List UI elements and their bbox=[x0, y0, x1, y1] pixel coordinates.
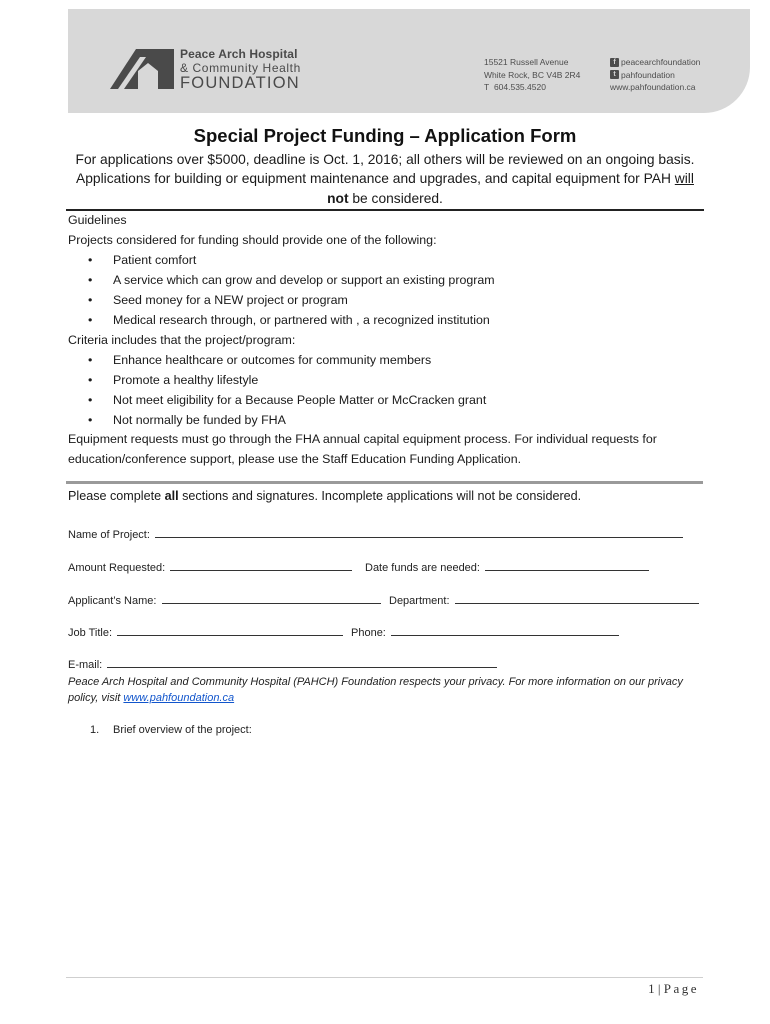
facebook-handle: peacearchfoundation bbox=[621, 57, 701, 67]
applicant-name-input[interactable] bbox=[162, 593, 381, 604]
list-item: • Not normally be funded by FHA bbox=[68, 411, 708, 431]
phone-label: Phone: bbox=[351, 627, 386, 639]
list-item: • Enhance healthcare or outcomes for community members bbox=[68, 351, 708, 371]
list-item: • Not meet eligibility for a Because People Matter or McCracken grant bbox=[68, 391, 708, 411]
page-footer bbox=[648, 981, 699, 997]
intro-not: not bbox=[327, 190, 349, 206]
instructions-suffix: sections and signatures. Incomplete applications will not be considered. bbox=[178, 489, 582, 503]
job-title-label: Job Title: bbox=[68, 627, 113, 639]
intro-text: For applications over $5000, deadline is Oct. 1, 2016; all others will be reviewed on an ongoing basis. Applications for building or equipment maintenance and upgrades, and capital equipment for PAH bbox=[75, 152, 695, 187]
projects-list bbox=[68, 251, 708, 331]
applicant-name-field bbox=[68, 593, 381, 607]
project-name-label: Name of Project: bbox=[68, 529, 150, 541]
phone-field bbox=[351, 625, 619, 639]
address-street: 15521 Russell Avenue bbox=[484, 57, 569, 67]
form-title: Special Project Funding – Application Form bbox=[193, 125, 577, 146]
twitter-handle: pahfoundation bbox=[621, 69, 675, 80]
logo-line-2: & Community Health bbox=[180, 61, 301, 75]
page-label: Page bbox=[663, 981, 699, 996]
intro-end: be considered. bbox=[348, 190, 443, 206]
email-label: E-mail: bbox=[68, 659, 103, 671]
job-title-field bbox=[68, 625, 343, 639]
social-links bbox=[610, 56, 700, 94]
footer-divider bbox=[66, 977, 703, 978]
address-phone-row bbox=[484, 81, 580, 94]
guidelines-heading: Guidelines bbox=[68, 213, 127, 227]
projects-intro: Projects considered for funding should provide one of the following: bbox=[68, 232, 437, 247]
project-name-input[interactable] bbox=[155, 527, 683, 538]
section-divider-middle bbox=[66, 481, 703, 484]
intro-will: will bbox=[674, 171, 694, 187]
list-item: • A service which can grow and develop or support an existing program bbox=[68, 271, 708, 291]
list-item: • Medical research through, or partnered with , a recognized institution bbox=[68, 311, 708, 331]
email-field bbox=[68, 657, 497, 671]
list-item: • Seed money for a NEW project or program bbox=[68, 291, 708, 311]
amount-requested-field bbox=[68, 560, 352, 574]
twitter-icon: t bbox=[610, 70, 619, 79]
address-city: White Rock, BC V4B 2R4 bbox=[484, 69, 581, 80]
list-item: • Promote a healthy lifestyle bbox=[68, 371, 708, 391]
email-input[interactable] bbox=[107, 657, 497, 668]
department-field bbox=[389, 593, 699, 607]
date-needed-field bbox=[365, 560, 649, 574]
date-needed-input[interactable] bbox=[485, 560, 649, 571]
criteria-intro: Criteria includes that the project/program: bbox=[68, 332, 296, 347]
phone-number: 604.535.4520 bbox=[493, 82, 546, 92]
date-needed-label: Date funds are needed: bbox=[365, 562, 480, 574]
job-title-input[interactable] bbox=[117, 625, 343, 636]
foundation-logo-icon bbox=[110, 49, 174, 89]
instructions-emphasis: all bbox=[164, 489, 179, 503]
project-name-field bbox=[68, 527, 683, 541]
privacy-link[interactable]: www.pahfoundation.ca bbox=[123, 692, 235, 704]
question-number: 1. bbox=[90, 724, 100, 736]
criteria-list bbox=[68, 351, 708, 431]
department-input[interactable] bbox=[455, 593, 699, 604]
instructions-prefix: Please complete bbox=[68, 489, 165, 503]
completion-instructions bbox=[68, 489, 581, 503]
facebook-row bbox=[610, 56, 700, 69]
question-1 bbox=[90, 724, 252, 736]
guidelines-section bbox=[68, 211, 708, 470]
applicant-name-label: Applicant’s Name: bbox=[68, 595, 157, 607]
amount-requested-input[interactable] bbox=[170, 560, 352, 571]
foundation-address bbox=[484, 56, 580, 94]
phone-label: T bbox=[484, 82, 490, 92]
privacy-text: Peace Arch Hospital and Community Hospital (PAHCH) Foundation respects your privacy. For more information on our privacy policy, visit bbox=[68, 676, 683, 704]
equipment-note: Equipment requests must go through the FHA annual capital equipment process. For individual requests for education/conference support, please use the Staff Education Funding Application. bbox=[68, 432, 657, 467]
form-intro bbox=[72, 150, 698, 208]
logo-line-3: FOUNDATION bbox=[180, 74, 300, 92]
twitter-row bbox=[610, 69, 700, 82]
question-text: Brief overview of the project: bbox=[113, 724, 252, 736]
website-row bbox=[610, 81, 700, 94]
page-number: 1 bbox=[648, 981, 655, 996]
website-url: www.pahfoundation.ca bbox=[610, 82, 696, 92]
logo-line-1: Peace Arch Hospital bbox=[180, 47, 298, 61]
letterhead-banner bbox=[68, 9, 750, 113]
page-separator: | bbox=[657, 981, 661, 996]
amount-requested-label: Amount Requested: bbox=[68, 562, 166, 574]
privacy-statement bbox=[68, 674, 698, 706]
phone-input[interactable] bbox=[391, 625, 619, 636]
department-label: Department: bbox=[389, 595, 450, 607]
list-item: • Patient comfort bbox=[68, 251, 708, 271]
facebook-icon: f bbox=[610, 58, 619, 67]
foundation-logo-wordmark bbox=[180, 48, 301, 92]
